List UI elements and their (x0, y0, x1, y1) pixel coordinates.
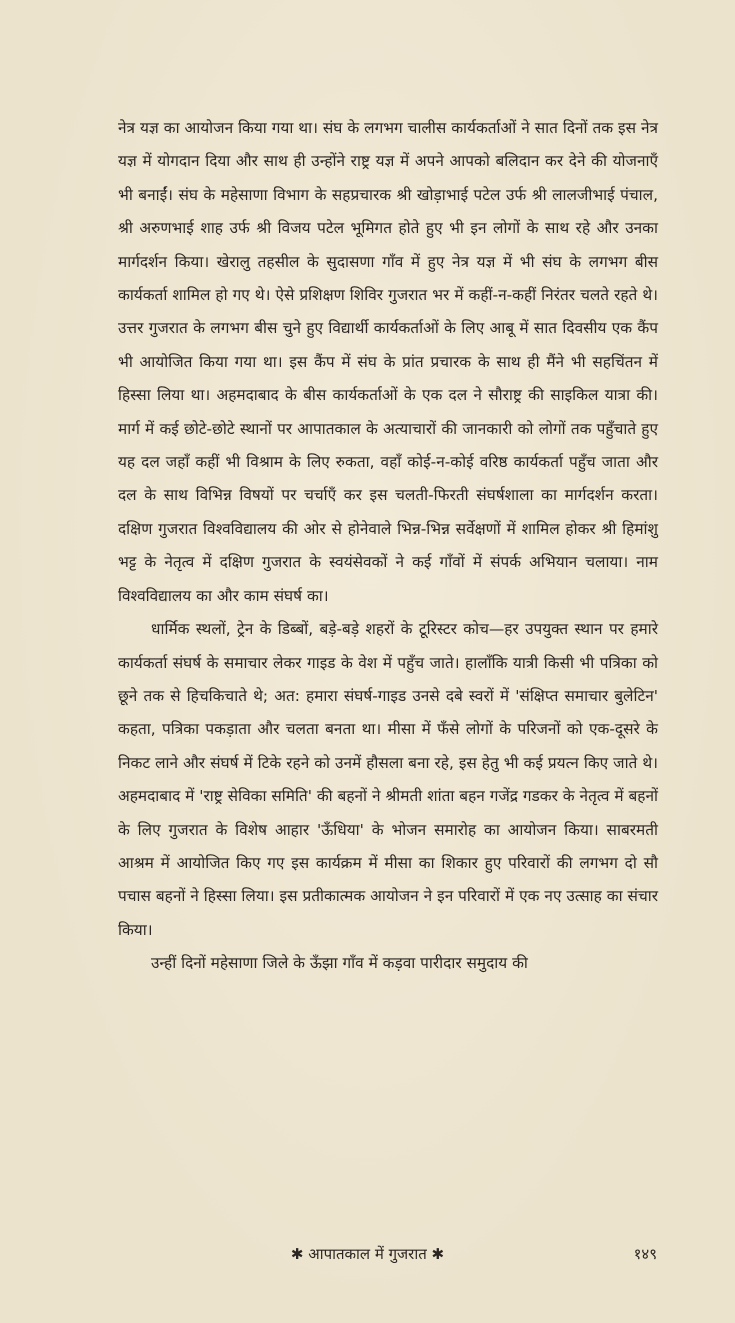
running-footer-title: ✱ आपातकाल में गुजरात ✱ (290, 1245, 445, 1263)
paragraph-3: उन्हीं दिनों महेसाणा जिले के ऊँझा गाँव में कड़वा पारीदार समुदाय की (151, 954, 528, 973)
paragraph-1: नेत्र यज्ञ का आयोजन किया गया था। संघ के लगभग चालीस कार्यकर्ताओं ने सात दिनों तक इस नेत्र यज्ञ में योगदान दिया और साथ ही उन्होंने राष्ट्र यज्ञ में अपने आपको बलिदान कर देने की योजनाएँ भी बनाईं। संघ के महेसाणा विभाग के सहप्रचारक श्री खोड़ाभाई पटेल उर्फ श्री लालजीभाई पंचाल, श्री अरुणभाई शाह उर्फ श्री विजय पटेल भूमिगत होते हुए भी इन लोगों के साथ रहे और उनका मार्गदर्शन किया। खेरालु तहसील के सुदासणा गाँव में हुए नेत्र यज्ञ में भी संघ के लगभग बीस कार्यकर्ता शामिल हो गए थे। ऐसे प्रशिक्षण शिविर गुजरात भर में कहीं-न-कहीं निरंतर चलते रहते थे। उत्तर गुजरात के लगभग बीस चुने हुए विद्यार्थी कार्यकर्ताओं के लिए आबू में सात दिवसीय एक कैंप भी आयोजित किया गया था। इस कैंप में संघ के प्रांत प्रचारक के साथ ही मैंने भी सहचिंतन में हिस्सा लिया था। अहमदाबाद के बीस कार्यकर्ताओं के एक दल ने सौराष्ट्र की साइकिल यात्रा की। मार्ग में कई छोटे-छोटे स्थानों पर आपातकाल के अत्याचारों की जानकारी को लोगों तक पहुँचाते हुए यह दल जहाँ कहीं भी विश्राम के लिए रुकता, वहाँ कोई-न-कोई वरिष्ठ कार्यकर्ता पहुँच जाता और दल के साथ विभिन्न विषयों पर चर्चाएँ कर इस चलती-फिरती संघर्षशाला का मार्गदर्शन करता। दक्षिण गुजरात विश्वविद्यालय की ओर से होनेवाले भिन्न-भिन्न सर्वेक्षणों में शामिल होकर श्री हिमांशु भट्ट के नेतृत्व में दक्षिण गुजरात के स्वयंसेवकों ने कई गाँवों में संपर्क अभियान चलाया। नाम विश्वविद्यालय का और काम संघर्ष का। (118, 119, 658, 605)
paragraph-2: धार्मिक स्थलों, ट्रेन के डिब्बों, बड़े-बड़े शहरों के टूरिस्टर कोच—हर उपयुक्त स्थान पर हमारे कार्यकर्ता संघर्ष के समाचार लेकर गाइड के वेश में पहुँच जाते। हालाँकि यात्री किसी भी पत्रिका को छूने तक से हिचकिचाते थे; अत: हमारा संघर्ष-गाइड उनसे दबे स्वरों में 'संक्षिप्त समाचार बुलेटिन' कहता, पत्रिका पकड़ाता और चलता बनता था। मीसा में फँसे लोगों के परिजनों को एक-दूसरे के निकट लाने और संघर्ष में टिके रहने को उनमें हौसला बना रहे, इस हेतु भी कई प्रयत्न किए जाते थे। अहमदाबाद में 'राष्ट्र सेविका समिति' की बहनों ने श्रीमती शांता बहन गजेंद्र गडकर के नेतृत्व में बहनों के लिए गुजरात के विशेष आहार 'ऊँधिया' के भोजन समारोह का आयोजन किया। साबरमती आश्रम में आयोजित किए गए इस कार्यक्रम में मीसा का शिकार हुए परिवारों की लगभग दो सौ पचास बहनों ने हिस्सा लिया। इस प्रतीकात्मक आयोजन ने इन परिवारों में एक नए उत्साह का संचार किया। (118, 620, 658, 939)
page-number: १४९ (633, 1245, 657, 1263)
body-text (118, 112, 658, 981)
